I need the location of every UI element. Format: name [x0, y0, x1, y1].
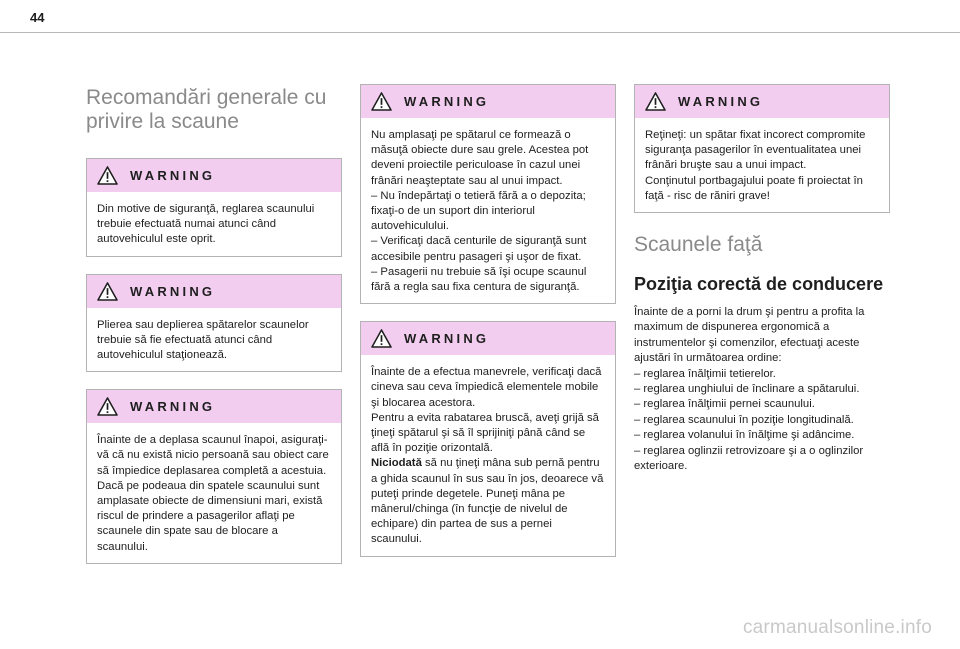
header-divider [0, 32, 960, 33]
warning-paragraph: Conţinutul portbagajului poate fi proiectat în faţă - risc de răniri grave! [645, 174, 863, 202]
warning-paragraph: Din motive de siguranţă, reglarea scaunului trebuie efectuată numai atunci când autovehiculul este oprit. [97, 203, 315, 246]
list-item: – reglarea scaunului în poziţie longitudinală. [634, 413, 854, 426]
warning-triangle-icon [371, 92, 392, 111]
warning-paragraph: Pentru a evita rabatarea bruscă, aveţi grijă să ţineţi spătarul şi să îl sprijiniţi până când se află în poziţie orizontală. [371, 411, 599, 455]
warning-list-item: – Nu îndepărtaţi o tetieră fără a o depozita; fixaţi-o de un suport din interiorul autovehiculului. [371, 189, 586, 233]
warning-triangle-icon [97, 397, 118, 416]
body-paragraph: Înainte de a porni la drum şi pentru a profita la maximum de dispunerea ergonomică a instrumentelor şi comenzilor, efectuaţi aceste ajustări în următoarea ordine: [634, 306, 865, 365]
warning-paragraph: Reţineţi: un spătar fixat incorect compromite siguranţa pasagerilor în eventualitatea unei frânări bruşte sau a unui impact. [645, 129, 866, 172]
warning-triangle-icon [97, 166, 118, 185]
warning-paragraph [371, 456, 605, 547]
warning-box-backrest-folding [86, 274, 342, 373]
subsection-title-driving-position: Poziţia corectă de conducere [634, 274, 884, 295]
warning-emphasis: Niciodată [371, 457, 422, 470]
section-title-seat-recommendations: Recomandări generale cu privire la scaune [86, 86, 327, 133]
warning-text [87, 192, 341, 256]
warning-header [87, 159, 341, 192]
warning-text [87, 308, 341, 372]
watermark-text: carmanualsonline.info [742, 617, 932, 638]
column-right [634, 84, 890, 474]
warning-label: WARNING [404, 94, 490, 109]
warning-triangle-icon [645, 92, 666, 111]
list-item: – reglarea oglinzii retrovizoare şi a o oglinzilor exterioare. [634, 444, 864, 473]
warning-paragraph: Înainte de a deplasa scaunul înapoi, asiguraţi-vă că nu există nicio persoană sau obiect care să împiedice deplasarea completă a acestuia. [97, 434, 329, 477]
warning-paragraph: Dacă pe podeaua din spatele scaunului sunt amplasate obiecte de dimensiuni mari, există riscul de prindere a pasagerilor aflaţi pe scaunele din spate sau de blocare a scaunului. [97, 479, 323, 553]
list-item: – reglarea înălţimii tetierelor. [634, 367, 776, 380]
warning-paragraph: Înainte de a efectua manevrele, verificaţi dacă cineva sau ceva împiedică elementele mobile şi blocarea acestora. [371, 366, 602, 409]
warning-label: WARNING [130, 399, 216, 415]
warning-box-seat-adjust-stationary [86, 158, 342, 257]
warning-list-item: – Verificaţi dacă centurile de siguranţă sunt accesibile pentru pasageri şi uşor de fixat. [371, 235, 587, 263]
warning-paragraph: Plierea sau deplierea spătarelor scaunelor trebuie să fie efectuată atunci când autovehiculul staţionează. [97, 318, 309, 362]
warning-list-item: – Pasagerii nu trebuie să îşi ocupe scaunul fără a regla sau fixa centura de siguranţă. [371, 265, 587, 294]
warning-paragraph: Nu amplasaţi pe spătarul ce formează o măsuţă obiecte dure sau grele. Acestea pot deveni proiectile periculoase în cazul unei frânări neaşteptate sau al unui impact. [371, 129, 589, 187]
warning-header [361, 85, 615, 118]
section-title-front-seats: Scaunele faţă [634, 233, 763, 257]
warning-text [87, 423, 341, 563]
page-number: 44 [30, 10, 45, 25]
list-item: – reglarea volanului în înălţime şi adâncime. [634, 429, 855, 442]
driving-position-text [634, 305, 890, 474]
column-left [86, 80, 342, 581]
warning-box-moving-seat-back [86, 389, 342, 564]
warning-box-table-backrest [360, 84, 616, 304]
warning-text [361, 118, 615, 303]
warning-header [635, 85, 889, 118]
warning-label: WARNING [404, 331, 490, 347]
warning-header [87, 390, 341, 423]
warning-label: WARNING [678, 94, 764, 109]
list-item: – reglarea înălţimii pernei scaunului. [634, 398, 815, 411]
warning-emphasis-rest: să nu ţineţi mâna sub pernă pentru a ghida scaunul în sus sau în jos, deoarece vă puteţi prinde degetele. Puneţi mâna pe mânerul/chinga (în funcţie de nivelul de echipare) din partea de sus a pernei scaunului. [371, 457, 604, 546]
warning-text [635, 118, 889, 212]
column-middle [360, 84, 616, 574]
warning-label: WARNING [130, 283, 216, 299]
warning-triangle-icon [371, 329, 392, 348]
warning-triangle-icon [97, 282, 118, 301]
warning-box-manoeuvres [360, 321, 616, 556]
warning-header [87, 275, 341, 308]
warning-label: WARNING [130, 168, 216, 183]
list-item: – reglarea unghiului de înclinare a spătarului. [634, 383, 860, 396]
warning-header [361, 322, 615, 355]
warning-box-backrest-fixing [634, 84, 890, 213]
warning-text [361, 355, 615, 555]
